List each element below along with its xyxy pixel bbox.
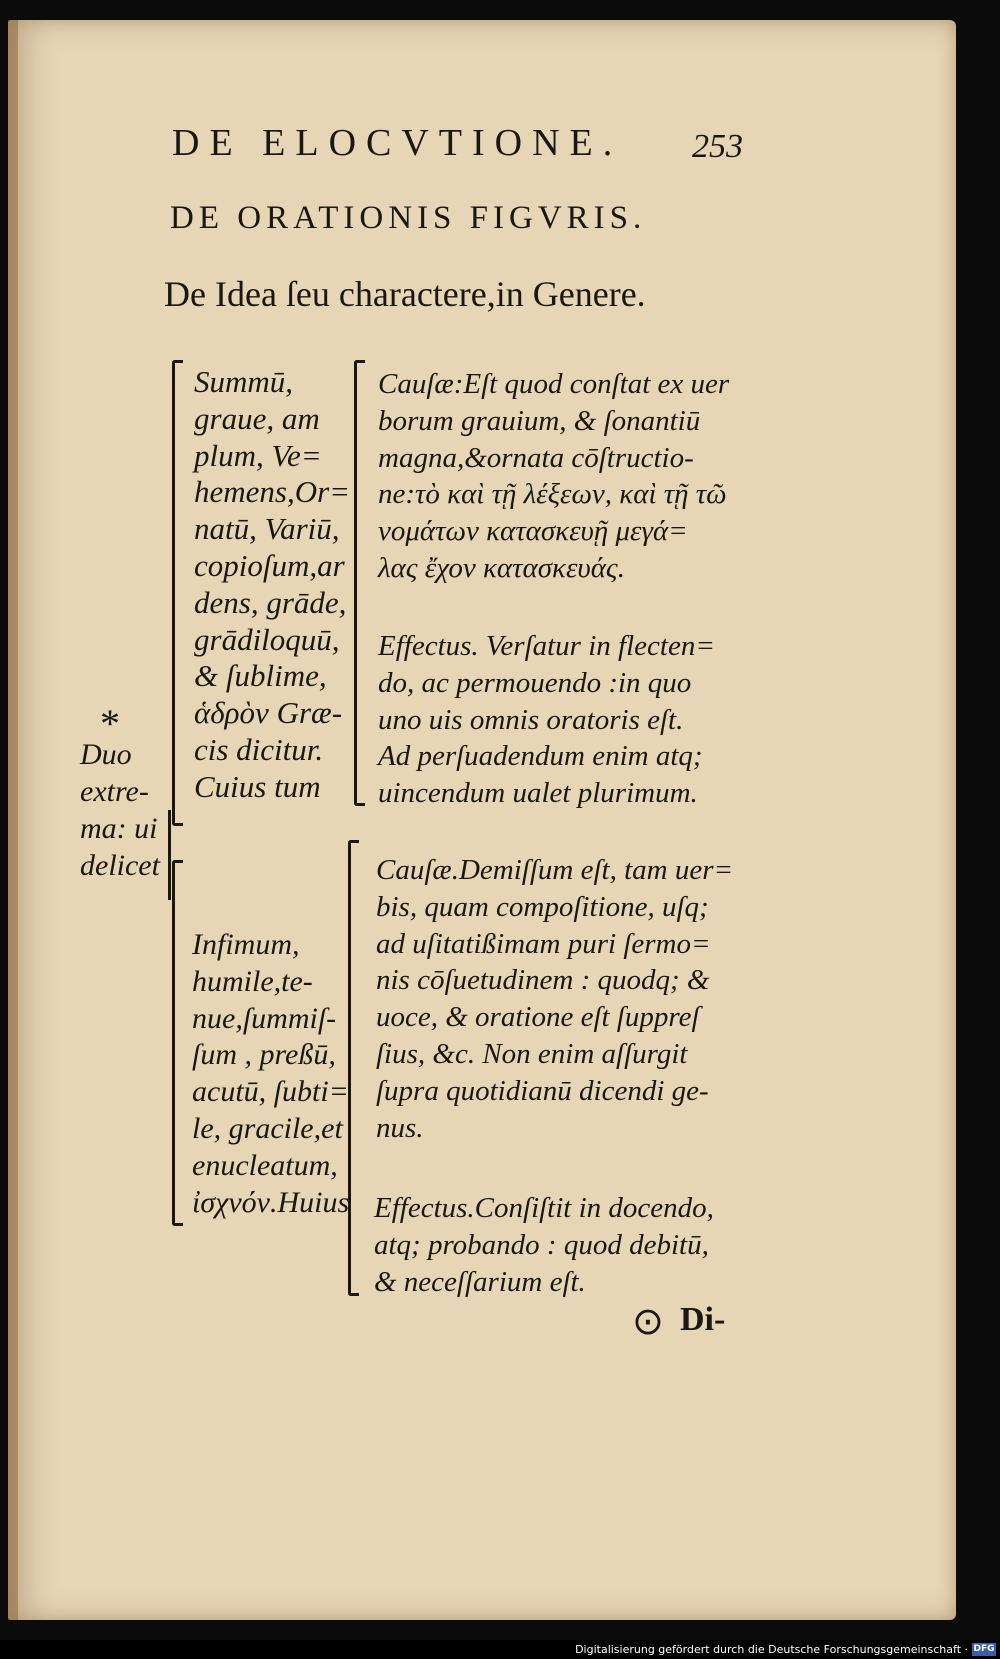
effectus-text-line: do, ac permouendo :in quo	[378, 666, 692, 699]
causae-text-line: ſius, &c. Non enim aſſurgit	[376, 1038, 688, 1070]
main-brace-line	[168, 810, 171, 900]
summum-text-line: Summū,	[194, 364, 294, 399]
margin-text-line: extre-	[80, 775, 149, 808]
causae-text-line: nis cōſuetudinem : quodq; &	[376, 964, 710, 997]
subtitle: De Idea ſeu charactere,in Genere.	[164, 274, 646, 314]
causae-text-line: ſupra quotidianū dicendi ge-	[376, 1074, 709, 1107]
page-gutter-shadow	[8, 20, 18, 1620]
summum-text-line: ἁδρὸν Græ-	[194, 695, 343, 731]
effectus-text-line: Effectus.Conſiſtit in docendo,	[374, 1192, 714, 1224]
infimum-text-line: ſum , preßū,	[192, 1038, 336, 1072]
section-title: DE ORATIONIS FIGVRIS.	[170, 200, 647, 236]
summum-text-line: grādiloquū,	[194, 621, 340, 657]
causae-text-line: magna,&ornata cōſtructio-	[378, 441, 694, 474]
footer-credit: Digitalisierung gefördert durch die Deutsche Forschungsgemeinschaft ·	[575, 1643, 968, 1656]
upper-causae-brace	[354, 360, 365, 806]
infimum-text-line: nue,ſummiſ-	[192, 1001, 337, 1035]
effectus-text-line: uno uis omnis oratoris eſt.	[378, 703, 684, 736]
summum-text-line: & ſublime,	[194, 658, 327, 694]
infimum-text-line: humile,te-	[192, 964, 313, 998]
dfg-logo: DFG	[973, 1644, 995, 1654]
summum-text-line: Cuius tum	[194, 768, 321, 804]
catchword: Di-	[680, 1301, 726, 1338]
page-number: 253	[692, 128, 743, 165]
book-page	[8, 20, 956, 1620]
margin-text-line: delicet	[80, 849, 160, 882]
effectus-text-line: Effectus. Verſatur in flecten=	[378, 630, 715, 662]
causae-text-line: nus.	[376, 1111, 424, 1144]
summum-text-line: natū, Variū,	[194, 511, 340, 547]
causae-text-line: ne:τὸ καὶ τῇ λέξεων, καὶ τῇ τῶ	[378, 478, 727, 511]
infimum-brace	[172, 860, 183, 1226]
effectus-text-line: uincendum ualet plurimum.	[378, 777, 698, 810]
infimum-text-line: acutū, ſubti=	[192, 1075, 349, 1109]
causae-text-line: uoce, & oratione eſt ſuppreſ	[376, 1001, 700, 1034]
margin-text-line: ma: ui	[80, 812, 158, 845]
summum-text-line: copioſum,ar	[194, 548, 345, 583]
causae-text-line: borum grauium, & ſonantiū	[378, 404, 701, 437]
summum-text-line: plum, Ve=	[194, 437, 322, 473]
asterisk-mark: *	[100, 701, 120, 746]
infimum-text-line: le, gracile,et	[192, 1112, 343, 1145]
effectus-text-line: atq; probando : quod debitū,	[374, 1228, 709, 1261]
summum-text-line: graue, am	[194, 400, 320, 436]
running-title: DE ELOCVTIONE.	[172, 122, 623, 164]
causae-text-line: bis, quam compoſitione, uſq;	[376, 890, 709, 923]
causae-text-line: νομάτων κατασκευῇ μεγά=	[378, 515, 688, 548]
causae-text-line: Cauſæ.Demiſſum eſt, tam uer=	[376, 854, 734, 886]
causae-text-line: λας ἔχον κατασκευάς.	[378, 552, 625, 584]
effectus-text-line: Ad perſuadendum enim atq;	[378, 740, 703, 773]
summum-text-line: hemens,Or=	[194, 474, 351, 510]
causae-text-line: ad uſitatißimam puri ſermo=	[376, 927, 711, 960]
summum-text-line: cis dicitur.	[194, 732, 324, 767]
infimum-text-line: enucleatum,	[192, 1148, 338, 1182]
infimum-text-line: ἰσχνόν.Huius	[192, 1185, 350, 1219]
margin-text-line: Duo	[80, 738, 132, 771]
causae-text-line: Cauſæ:Eſt quod conſtat ex uer	[378, 368, 730, 400]
lower-causae-brace	[348, 840, 359, 1296]
effectus-text-line: & neceſſarium eſt.	[374, 1265, 586, 1298]
infimum-text-line: Infimum,	[192, 928, 300, 961]
signature-mark: ⊙	[632, 1301, 664, 1343]
summum-text-line: dens, grāde,	[194, 584, 347, 620]
summum-brace	[172, 360, 183, 826]
